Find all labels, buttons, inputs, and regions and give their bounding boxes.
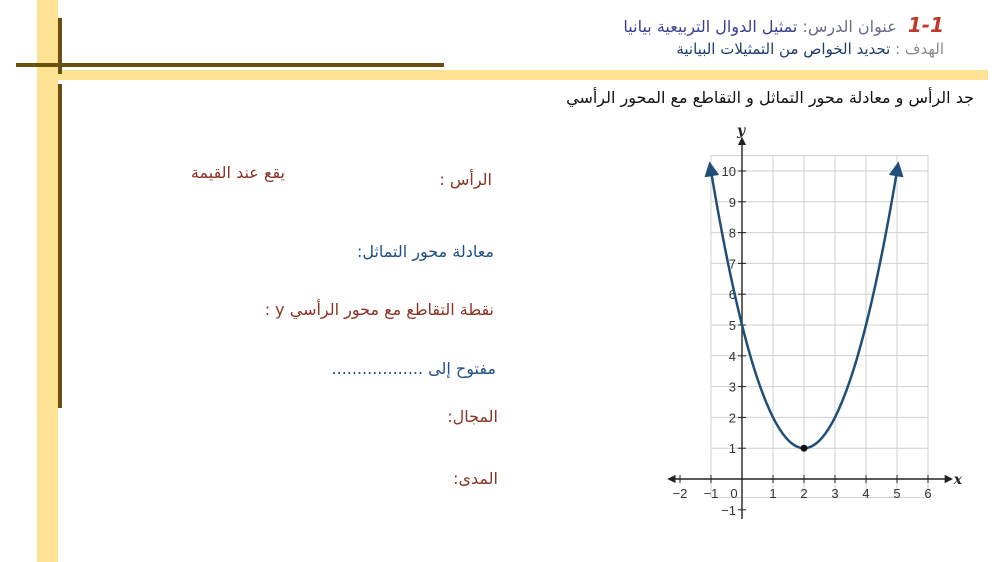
x-tick-label: 2	[800, 486, 808, 501]
left-accent-bar	[37, 0, 58, 562]
lesson-goal-line	[676, 40, 944, 58]
axis-of-symmetry-label: معادلة محور التماثل:	[356, 242, 494, 261]
x-tick-label: 4	[862, 486, 870, 501]
y-intercept-label: نقطة التقاطع مع محور الرأسي y :	[264, 300, 494, 319]
lesson-number: 1-1	[907, 13, 944, 37]
vertex-point	[801, 445, 808, 452]
y-tick-label: 1	[728, 441, 736, 457]
frame-line-vertical	[58, 84, 62, 408]
y-tick-label: 2	[728, 410, 736, 426]
x-tick-label: 3	[831, 486, 839, 501]
y-tick-label: 10	[721, 164, 736, 179]
vertex-label: الرأس :	[439, 170, 492, 189]
x-tick-label: −1	[703, 486, 719, 501]
x-axis-label: x	[953, 472, 963, 488]
lesson-title: تمثيل الدوال التربيعية بيانيا	[623, 17, 798, 36]
frame-line-horizontal	[16, 63, 444, 67]
x-tick-label: 5	[893, 486, 901, 501]
goal-label: الهدف :	[895, 40, 944, 58]
y-axis-label: y	[737, 123, 746, 140]
y-tick-label: 9	[728, 194, 736, 210]
lesson-label: عنوان الدرس:	[802, 17, 897, 36]
instruction-text: جد الرأس و معادلة محور التماثل و التقاطع مع المحور الرأسي	[566, 88, 974, 107]
x-tick-label: −2	[672, 486, 688, 501]
y-tick-label: 5	[728, 318, 736, 333]
y-tick-label: 6	[728, 287, 736, 303]
x-tick-label: 0	[730, 486, 738, 501]
x-tick-label: 1	[769, 486, 777, 501]
chart-axes	[671, 123, 963, 519]
y-tick-label: 7	[728, 256, 736, 272]
goal-text: تحديد الخواص من التمثيلات البيانية	[676, 40, 891, 58]
domain-label: المجال:	[447, 407, 498, 426]
y-tick-label: 3	[728, 379, 736, 395]
y-tick-label: −1	[721, 502, 736, 518]
x-tick-label: 6	[924, 486, 932, 501]
vertex-value-label: يقع عند القيمة	[190, 163, 285, 182]
parabola-graph	[630, 123, 963, 518]
opens-direction-label: مفتوح إلى ..................	[331, 359, 496, 378]
lesson-title-line	[623, 13, 944, 37]
y-tick-label: 8	[728, 225, 736, 241]
top-accent-bar	[58, 70, 988, 80]
y-tick-label: 4	[728, 348, 736, 364]
range-label: المدى:	[453, 469, 498, 488]
